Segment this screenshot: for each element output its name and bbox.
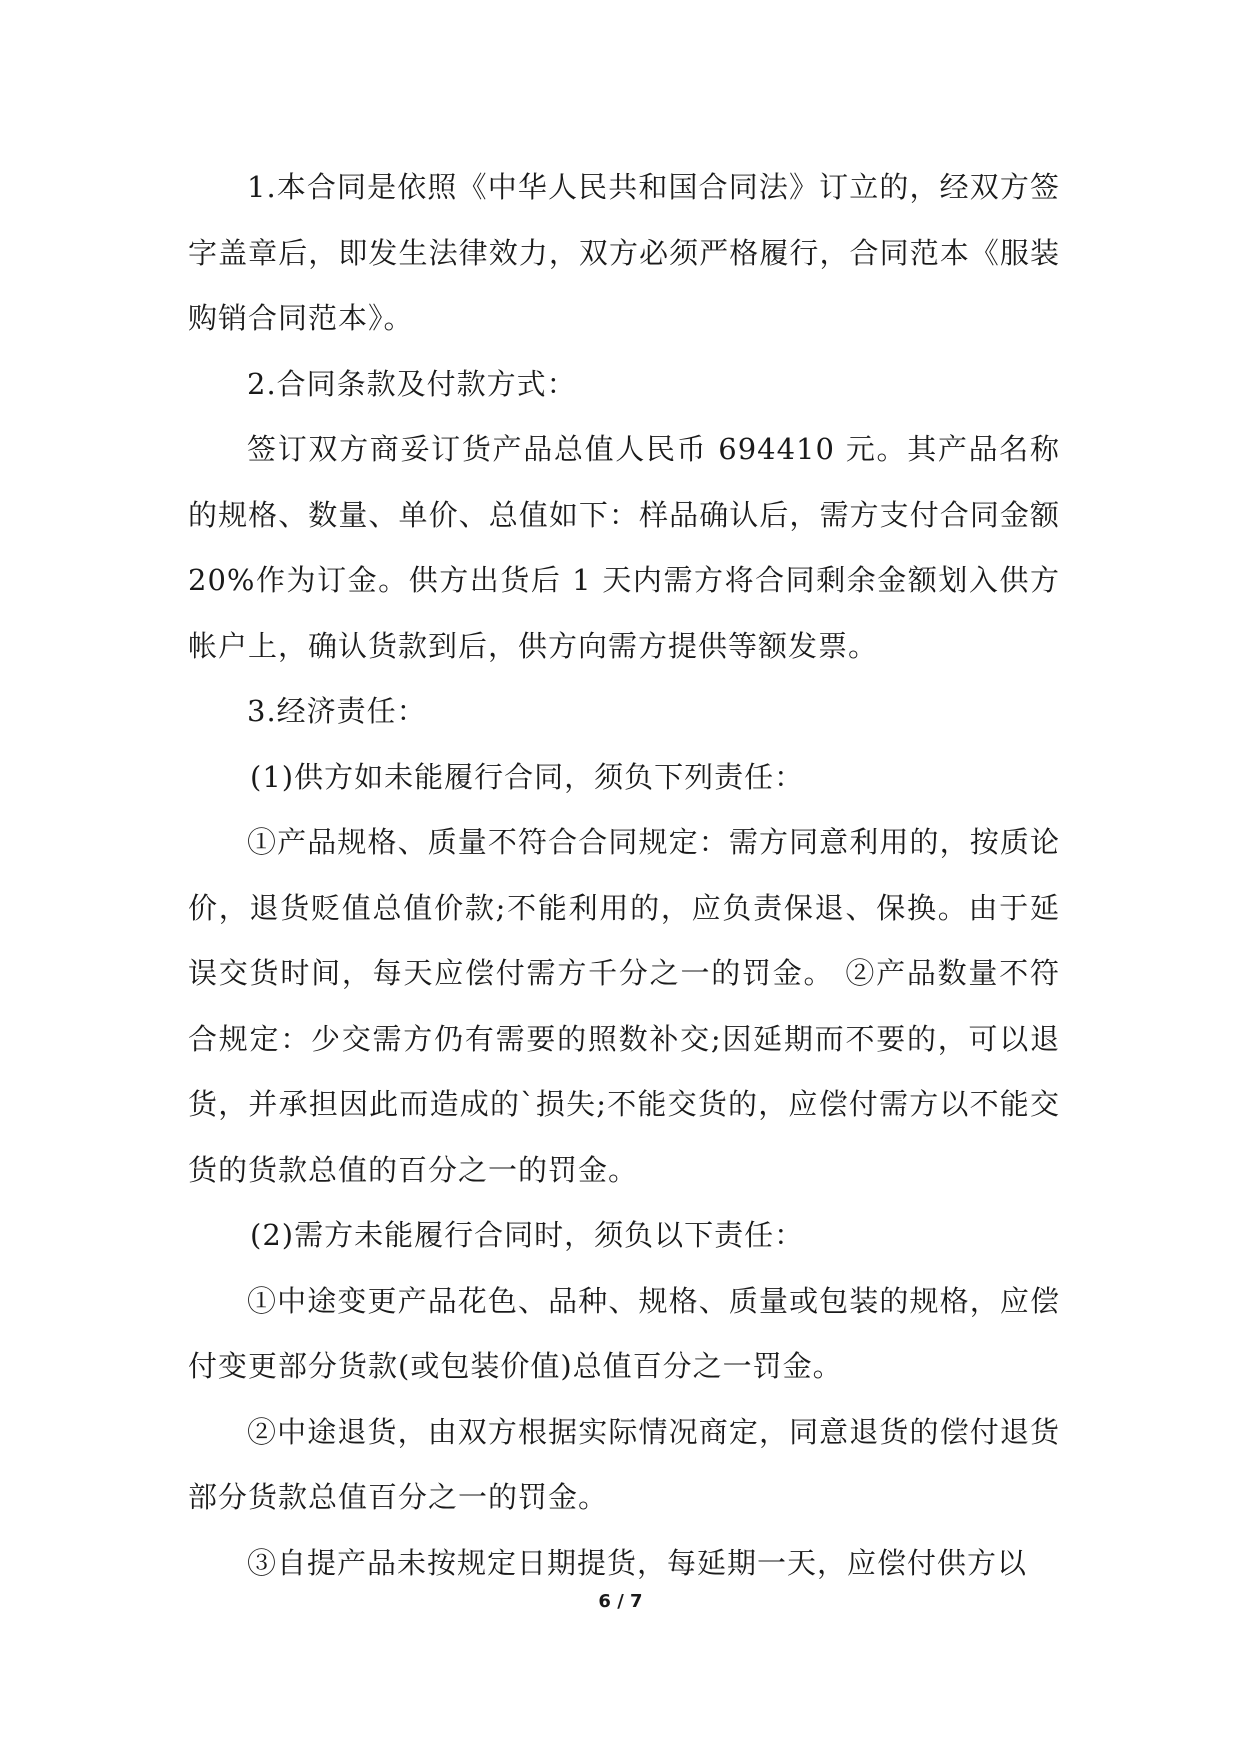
- paragraph-buyer-liability-item-3: ③自提产品未按规定日期提货，每延期一天，应偿付供方以: [247, 1545, 1028, 1580]
- paragraph-buyer-liability-item-2: ②中途退货，由双方根据实际情况商定，同意退货的偿付退货部分货款总值百分之一的罚金。: [188, 1414, 1060, 1514]
- page-number: 6 / 7: [598, 1591, 643, 1612]
- paragraph-supplier-liability-heading: (1)供方如未能履行合同，须负下列责任：: [250, 759, 805, 794]
- paragraph-payment-heading: 2.合同条款及付款方式：: [247, 366, 577, 401]
- paragraph-economic-liability-heading: 3.经济责任：: [247, 694, 427, 728]
- paragraph-payment-terms: 签订双方商妥订货产品总值人民币 694410 元。其产品名称的规格、数量、单价、总值如下：样品确认后，需方支付合同金额 20%作为订金。供方出货后 1 天内需方将合同剩余金额划入供方帐户上，确认货款到后，供方向需方提供等额发票。: [188, 432, 1060, 663]
- paragraph-buyer-liability-heading: (2)需方未能履行合同时，须负以下责任：: [250, 1218, 805, 1252]
- paragraph-supplier-liability-items: ①产品规格、质量不符合合同规定：需方同意利用的，按质论价，退货贬值总值价款;不能利用的，应负责保退、保换。由于延误交货时间，每天应偿付需方千分之一的罚金。 ②产品数量不符合规定：少交需方仍有需要的照数补交;因延期而不要的，可以退货，并承担因此而造成的`损失;不能交货的，应偿付需方以不能交货的货款总值的百分之一的罚金。: [188, 825, 1060, 1187]
- paragraph-buyer-liability-item-1: ①中途变更产品花色、品种、规格、质量或包装的规格，应偿付变更部分货款(或包装价值)总值百分之一罚金。: [188, 1283, 1060, 1383]
- paragraph-legal-effect: 1.本合同是依照《中华人民共和国合同法》订立的，经双方签字盖章后，即发生法律效力，双方必须严格履行，合同范本《服装购销合同范本》。: [188, 170, 1060, 335]
- document-body: [188, 155, 1060, 1596]
